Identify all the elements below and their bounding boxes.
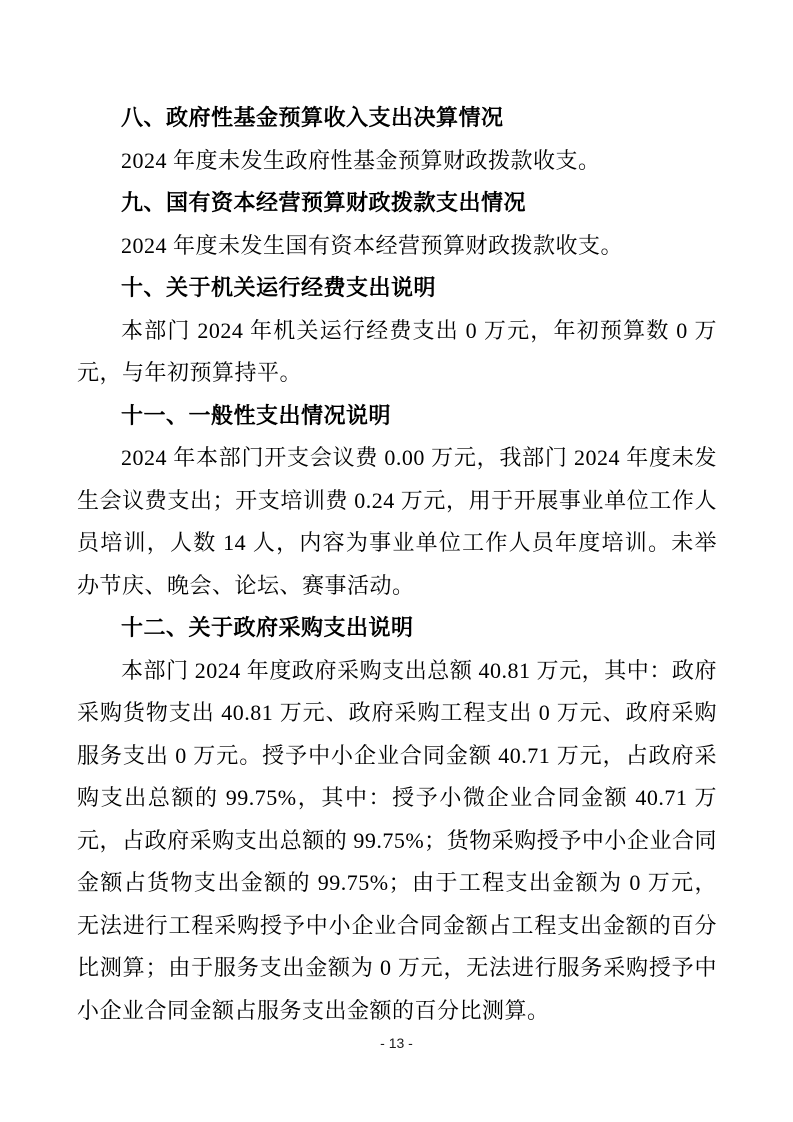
section-heading-operating-expenses: 十、关于机关运行经费支出说明 — [121, 275, 437, 300]
page-footer — [0, 1034, 793, 1052]
page-number: - 13 - — [380, 1035, 413, 1051]
paragraph-general-expenditure: 2024 年本部门开支会议费 0.00 万元，我部门 2024 年度未发生会议费支出；开支培训费 0.24 万元，用于开展事业单位工作人员培训，人数 14 人，内容为事业单位工作人员年度培训。未举办节庆、晚会、论坛、赛事活动。 — [77, 445, 717, 598]
paragraph-govt-procurement: 本部门 2024 年度政府采购支出总额 40.81 万元，其中：政府采购货物支出 40.81 万元、政府采购工程支出 0 万元、政府采购服务支出 0 万元。授予中小企业合同金额 40.71 万元，占政府采购支出总额的 99.75%，其中：授予小微企业合同金额 40.71 万元，占政府采购支出总额的 99.75%；货物采购授予中小企业合同金额占货物支出金额的 99.75%；由于工程支出金额为 0 万元，无法进行工程采购授予中小企业合同金额占工程支出金额的百分比测算；由于服务支出金额为 0 万元，无法进行服务采购授予中小企业合同金额占服务支出金额的百分比测算。 — [77, 657, 717, 1023]
section-heading-state-capital-budget: 九、国有资本经营预算财政拨款支出情况 — [121, 190, 527, 215]
document-body — [77, 97, 717, 1032]
paragraph-state-capital-budget: 2024 年度未发生国有资本经营预算财政拨款收支。 — [121, 232, 624, 258]
paragraph-operating-expenses: 本部门 2024 年机关运行经费支出 0 万元，年初预算数 0 万元，与年初预算持平。 — [77, 317, 717, 385]
section-heading-govt-fund-budget: 八、政府性基金预算收入支出决算情况 — [121, 105, 504, 130]
section-heading-govt-procurement: 十二、关于政府采购支出说明 — [121, 615, 414, 640]
paragraph-govt-fund-budget: 2024 年度未发生政府性基金预算财政拨款收支。 — [121, 147, 601, 173]
section-heading-general-expenditure: 十一、一般性支出情况说明 — [121, 402, 392, 428]
